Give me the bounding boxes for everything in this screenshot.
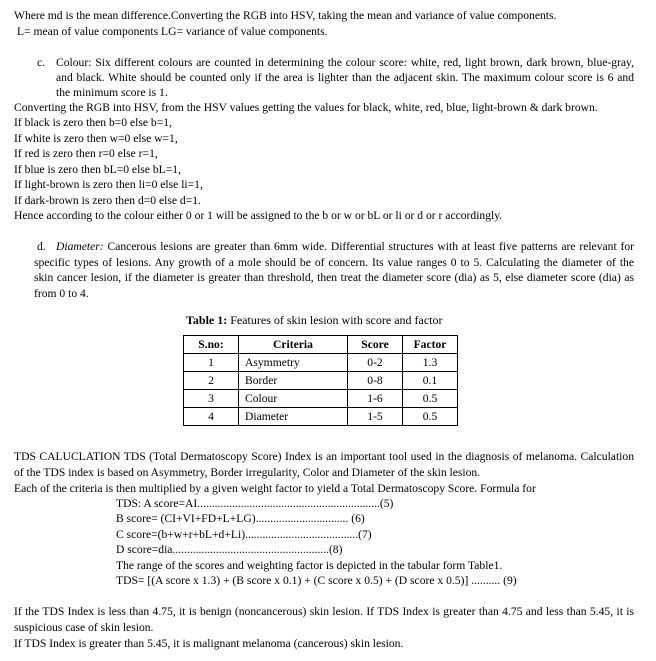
colour-rule-dark-brown: If dark-brown is zero then d=0 else d=1.: [14, 194, 201, 207]
cell-score: 1-6: [348, 390, 403, 408]
table-row: [184, 354, 458, 372]
diameter-line-1-text: Cancerous lesions are greater than 6mm wide. Differential structures with at least five patterns are relevant for: [107, 240, 634, 253]
colour-para-line-2: and black. White should be counted only if the area is lighter than the adjacent skin. The maximum colour score is 6 and: [56, 71, 634, 84]
formula-b-score: B score= (CI+VI+FD+L+LG)................................ (6): [116, 512, 365, 525]
formula-d-score: D score=dia......................................................(8): [116, 543, 343, 556]
diameter-term: Diameter:: [56, 240, 104, 253]
header-factor: Factor: [403, 336, 458, 354]
cell-factor: 0.1: [403, 372, 458, 390]
intro-line-2: L= mean of value components LG= variance of value components.: [17, 25, 328, 38]
header-sno: S.no:: [184, 336, 239, 354]
diameter-line-4: from 0 to 4.: [34, 287, 89, 300]
colour-rule-red: If red is zero then r=0 else r=1,: [14, 147, 158, 160]
cell-criteria: Asymmetry: [239, 354, 348, 372]
colour-item-label: c.: [37, 56, 46, 69]
tds-line-3: Each of the criteria is then multiplied by a given weight factor to yield a Total Dermatoscopy Score. Formula for: [14, 482, 536, 495]
diameter-line-2: specific types of lesions. Any growth of a mole should be of concern. Its value ranges 0 to 5. Calculating the diameter of the: [34, 256, 634, 269]
colour-para-line-3: the minimum score is 1.: [56, 86, 168, 99]
cell-criteria: Colour: [239, 390, 348, 408]
cell-factor: 1.3: [403, 354, 458, 372]
cell-score: 0-2: [348, 354, 403, 372]
cell-criteria: Border: [239, 372, 348, 390]
tds-line-2: of the TDS index is based on Asymmetry, Border irregularity, Color and Diameter of the skin lesion.: [14, 466, 481, 479]
colour-rule-light-brown: If light-brown is zero then li=0 else li=1,: [14, 178, 203, 191]
cell-factor: 0.5: [403, 408, 458, 426]
conclusion-line-2: suspicious case of skin lesion.: [14, 621, 154, 634]
colour-rule-blue: If blue is zero then bL=0 else bL=1,: [14, 163, 181, 176]
cell-sno: 3: [184, 390, 239, 408]
cell-sno: 4: [184, 408, 239, 426]
table-row: [184, 408, 458, 426]
colour-rule-summary: Hence according to the colour either 0 or 1 will be assigned to the b or w or bL or li or d or r accordingly.: [14, 209, 503, 222]
formula-a-score: TDS: A score=AI...............................................................(5): [116, 497, 394, 510]
header-score: Score: [348, 336, 403, 354]
table-row: [184, 390, 458, 408]
cell-sno: 2: [184, 372, 239, 390]
table-header-row: [184, 336, 458, 354]
cell-score: 0-8: [348, 372, 403, 390]
cell-criteria: Diameter: [239, 408, 348, 426]
cell-factor: 0.5: [403, 390, 458, 408]
diameter-line-1: [56, 239, 634, 255]
colour-rule-intro: Converting the RGB into HSV, from the HSV values getting the values for black, white, red, blue, light-brown & dark brown.: [14, 101, 598, 114]
features-table: [183, 335, 458, 426]
cell-score: 1-5: [348, 408, 403, 426]
formula-tds-total: TDS= [(A score x 1.3) + (B score x 0.1) + (C score x 0.5) + (D score x 0.5)] .......... (9): [116, 574, 517, 587]
formula-c-score: C score=(b+w+r+bL+d+Li).......................................(7): [116, 528, 372, 541]
cell-sno: 1: [184, 354, 239, 372]
table-caption: [186, 313, 443, 329]
conclusion-line-1: If the TDS Index is less than 4.75, it is benign (noncancerous) skin lesion. If TDS Index is greater than 4.75 and less than 5.45, it is: [14, 605, 634, 618]
diameter-line-3: skin cancer lesion, if the diameter is greater than threshold, then treat the diameter score (dia) as 5, else diameter score (dia) as: [34, 271, 634, 284]
intro-line-1: Where md is the mean difference.Converting the RGB into HSV, taking the mean and variance of value components.: [14, 9, 557, 22]
header-criteria: Criteria: [239, 336, 348, 354]
diameter-item-label: d.: [37, 240, 46, 253]
conclusion-line-3: If TDS Index is greater than 5.45, it is malignant melanoma (cancerous) skin lesion.: [14, 637, 404, 650]
formula-range-note: The range of the scores and weighting factor is depicted in the tabular form Table1.: [116, 559, 503, 572]
colour-rule-white: If white is zero then w=0 else w=1,: [14, 132, 178, 145]
tds-line-1: TDS CALUCLATION TDS (Total Dermatoscopy Score) Index is an important tool used in the diagnosis of melanoma. Calculation: [14, 450, 634, 463]
colour-para-line-1: Colour: Six different colours are counted in determining the colour score: white, red, light brown, dark brown, blue-gray,: [56, 56, 634, 69]
table-caption-text: Features of skin lesion with score and factor: [230, 313, 443, 327]
table-caption-label: Table 1:: [186, 313, 228, 327]
table-row: [184, 372, 458, 390]
colour-rule-black: If black is zero then b=0 else b=1,: [14, 116, 172, 129]
